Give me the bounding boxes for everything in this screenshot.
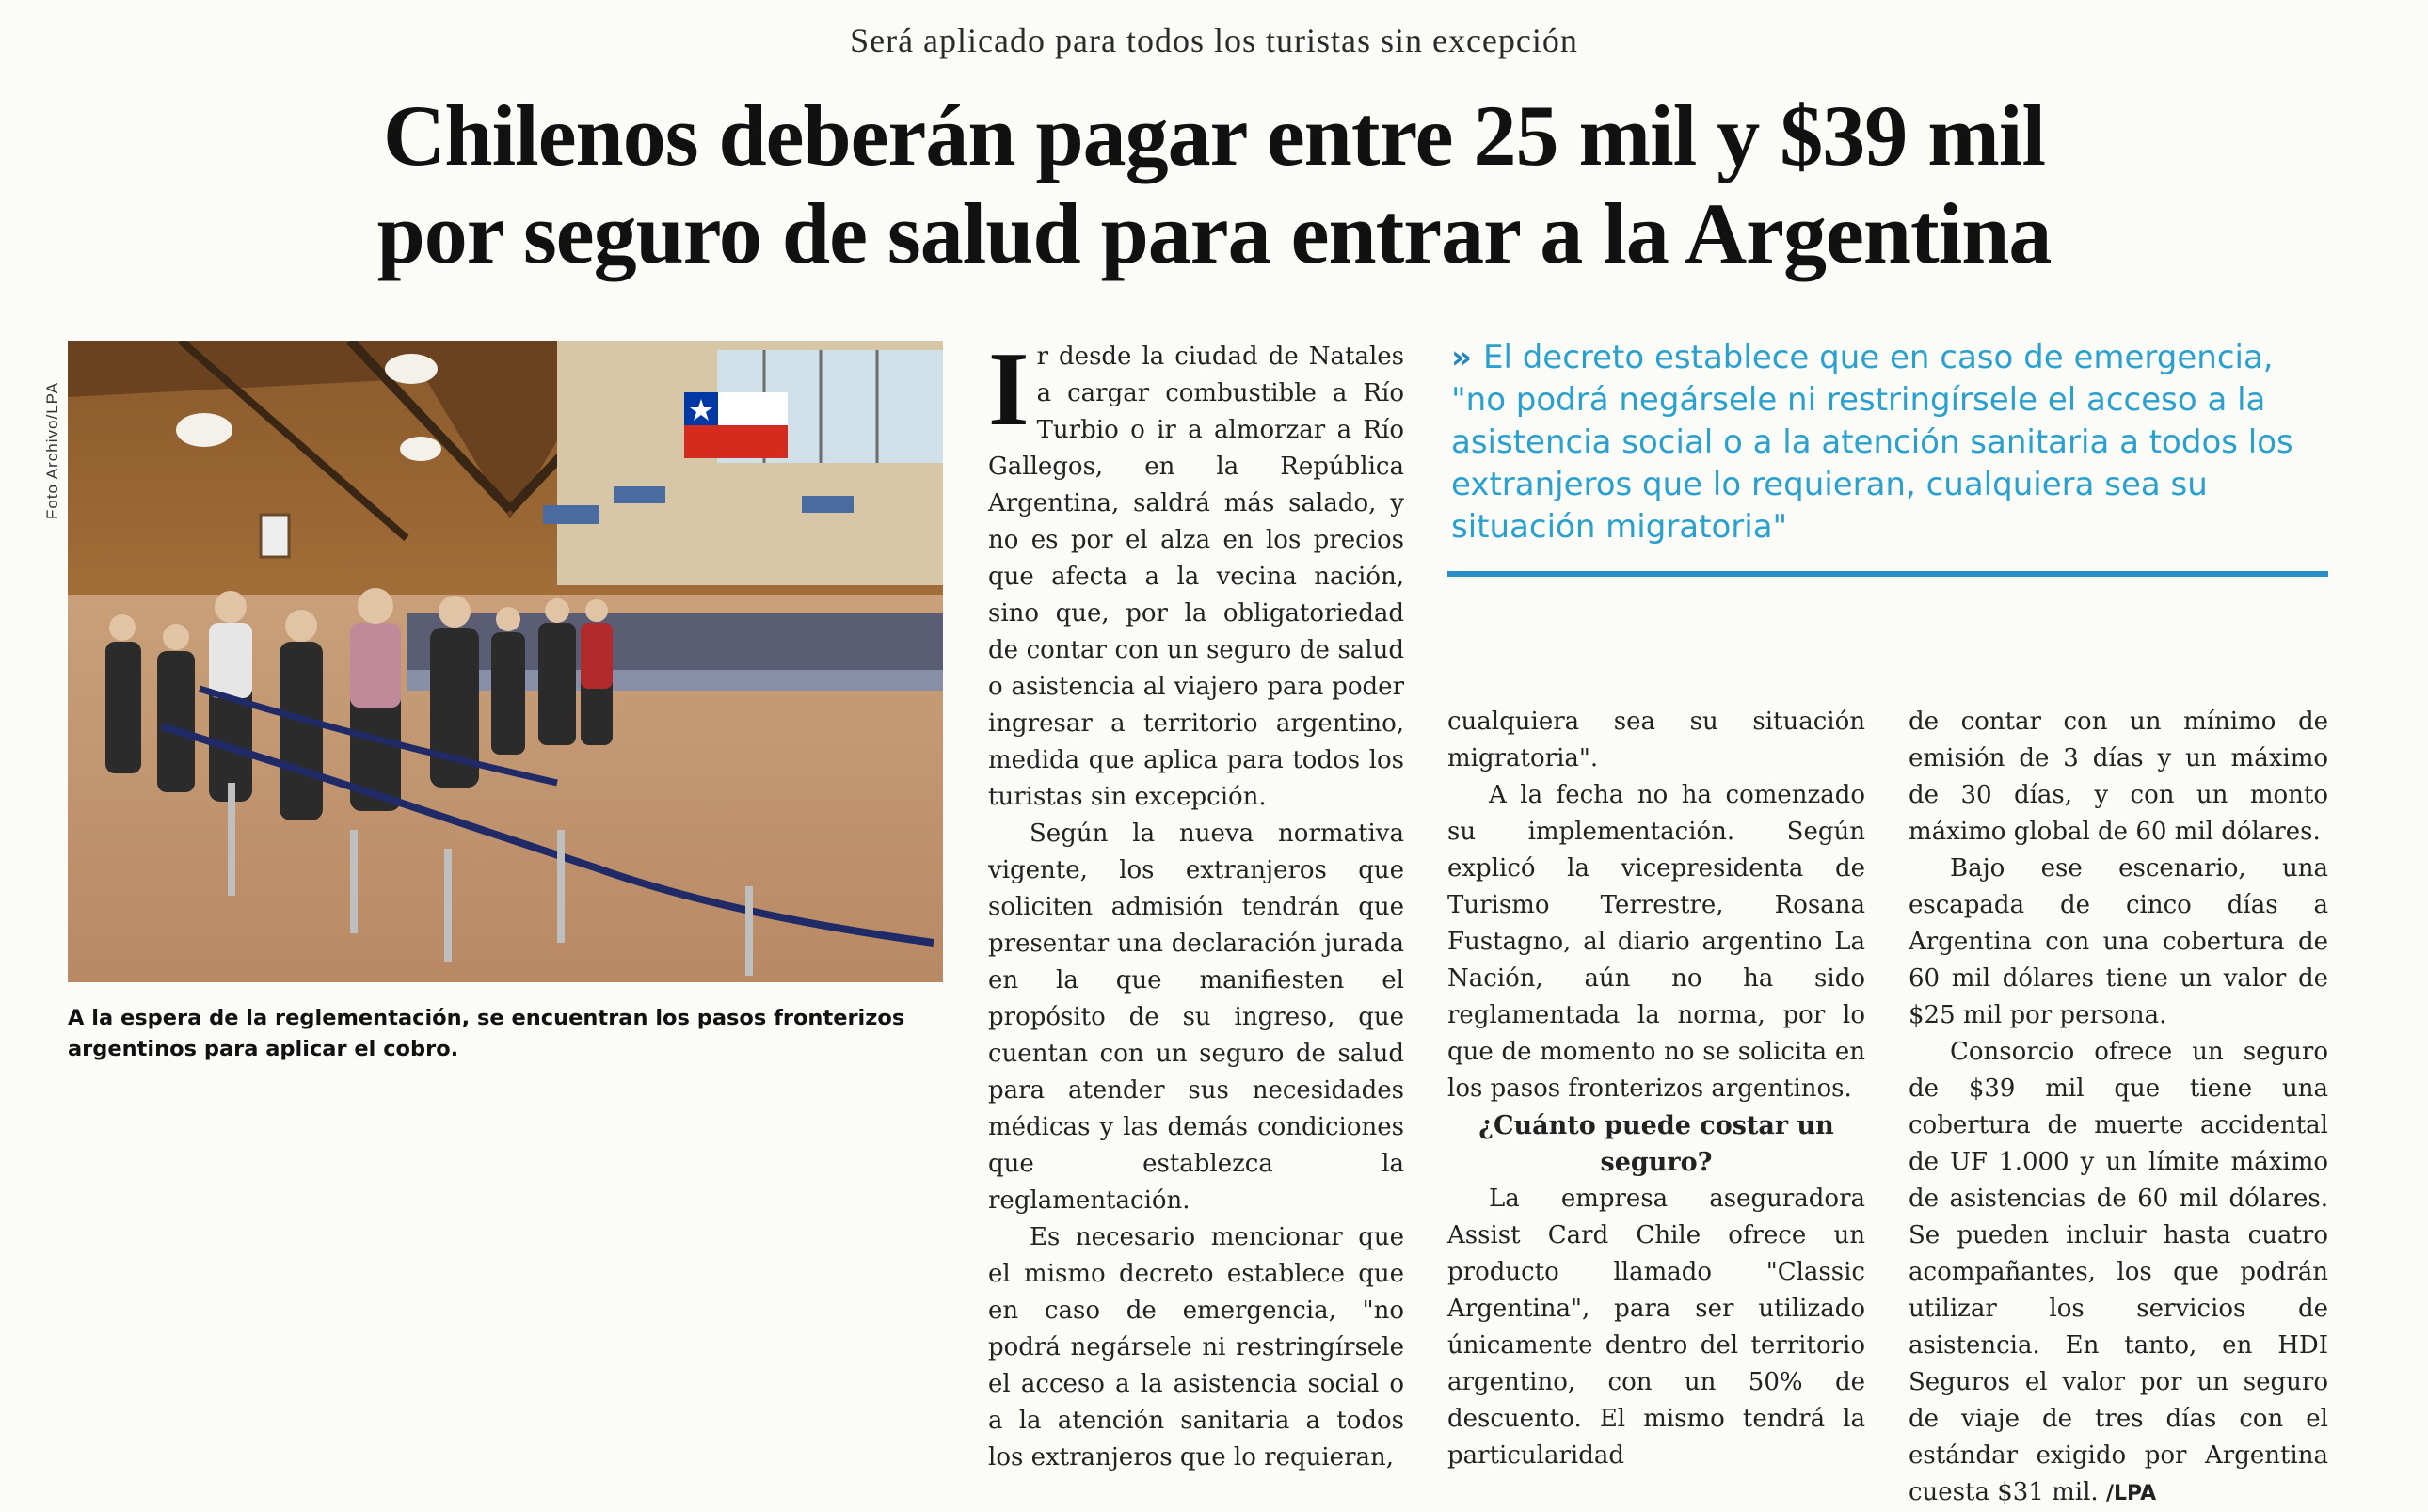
body-paragraph-7: de contar con un mínimo de emisión de 3 días y un máximo de 30 días, y con un monto máximo global de 60 mil dólares. — [1909, 708, 2328, 846]
photo-caption: A la espera de la reglementación, se encuentran los pasos fronterizos argentinos para aplicar el cobro. — [68, 1006, 905, 1061]
body-paragraph-8: Bajo ese escenario, una escapada de cinco días a Argentina con una cobertura de 60 mil dólares tiene un valor de $25 mil por persona. — [1909, 854, 2328, 1029]
author-signature: /LPA — [2105, 1482, 2157, 1505]
photo-credit-text: Foto Archivo/LPA — [43, 381, 61, 519]
headline-line-1: Chilenos deberán pagar entre 25 mil y $39 mil — [382, 88, 2046, 183]
section-subhead: ¿Cuánto puede costar un seguro? — [1478, 1111, 1834, 1177]
body-paragraph-9 — [1909, 1034, 2328, 1512]
body-column-2 — [1447, 704, 1865, 1474]
body-paragraph-4: cualquiera sea su situación migratoria". — [1447, 708, 1865, 772]
headline-line-2: por seguro de salud para entrar a la Argentina — [376, 185, 2052, 281]
pull-quote-rule — [1447, 571, 2328, 577]
body-column-1 — [988, 331, 1404, 1476]
pull-quote — [1447, 337, 2332, 577]
border-crossing-hall-illustration — [68, 341, 943, 982]
body-paragraph-9-text: Consorcio ofrece un seguro de $39 mil que tiene una cobertura de muerte accidental de UF 1.000 y un límite máximo de asistencias de 60 mil dólares. Se pueden incluir hasta cuatro acompañantes, los que podrán utilizar los servicios de asistencia. En tanto, en HDI Seguros el valor por un seguro de viaje de tres días con el estándar exigido por Argentina cuesta $31 mil. — [1909, 1038, 2328, 1506]
photo-credit — [32, 341, 70, 519]
body-paragraph-3: Es necesario mencionar que el mismo decreto establece que en caso de emergencia, "no podrá negársele ni restringírsele el acceso a la asistencia social o a la atención sanitaria a todos los extranjeros que lo requieran, — [988, 1223, 1404, 1472]
pull-quote-text: El decreto establece que en caso de emergencia, "no podrá negársele ni restringírsele el acceso a la asistencia social o a la atención sanitaria a todos los extranjeros que lo requieran, cualquiera sea su situación migratoria" — [1451, 339, 2293, 546]
double-chevron-icon: » — [1451, 339, 1466, 376]
article-photo — [68, 341, 943, 982]
pull-quote-text-block — [1447, 337, 2332, 549]
dropcap: I — [988, 331, 1030, 448]
body-paragraph-6: La empresa aseguradora Assist Card Chile ofrece un producto llamado "Classic Argentina", para ser utilizado únicamente dentro del territorio argentino, con un 50% de descuento. El mismo tendrá la particularidad — [1447, 1185, 1865, 1470]
article-headline — [188, 87, 2240, 282]
body-paragraph-5: A la fecha no ha comenzado su implementación. Según explicó la vicepresidenta de Turismo Terrestre, Rosana Fustagno, al diario argentino La Nación, aún no ha sido reglamentada la norma, por lo que de momento no se solicita en los pasos fronterizos argentinos. — [1447, 781, 1865, 1103]
body-paragraph-1-text: r desde la ciudad de Natales a cargar combustible a Río Turbio o ir a almorzar a Río Gallegos, en la República Argentina, saldrá más salado, y no es por el alza en los precios que afecta a la vecina nación, sino que, por la obligatoriedad de contar con un seguro de salud o asistencia al viajero para poder ingresar a territorio argentino, medida que aplica para todos los turistas sin excepción. — [988, 342, 1404, 811]
body-paragraph-1 — [988, 331, 1404, 816]
body-paragraph-2: Según la nueva normativa vigente, los extranjeros que soliciten admisión tendrán que presentar una declaración jurada en la que manifiesten el propósito de su ingreso, que cuentan con un seguro de salud para atender sus necesidades médicas y las demás condiciones que establezca la reglamentación. — [988, 820, 1404, 1215]
article-kicker: Será aplicado para todos los turistas sin excepción — [850, 22, 1578, 59]
body-column-3 — [1909, 704, 2328, 1512]
